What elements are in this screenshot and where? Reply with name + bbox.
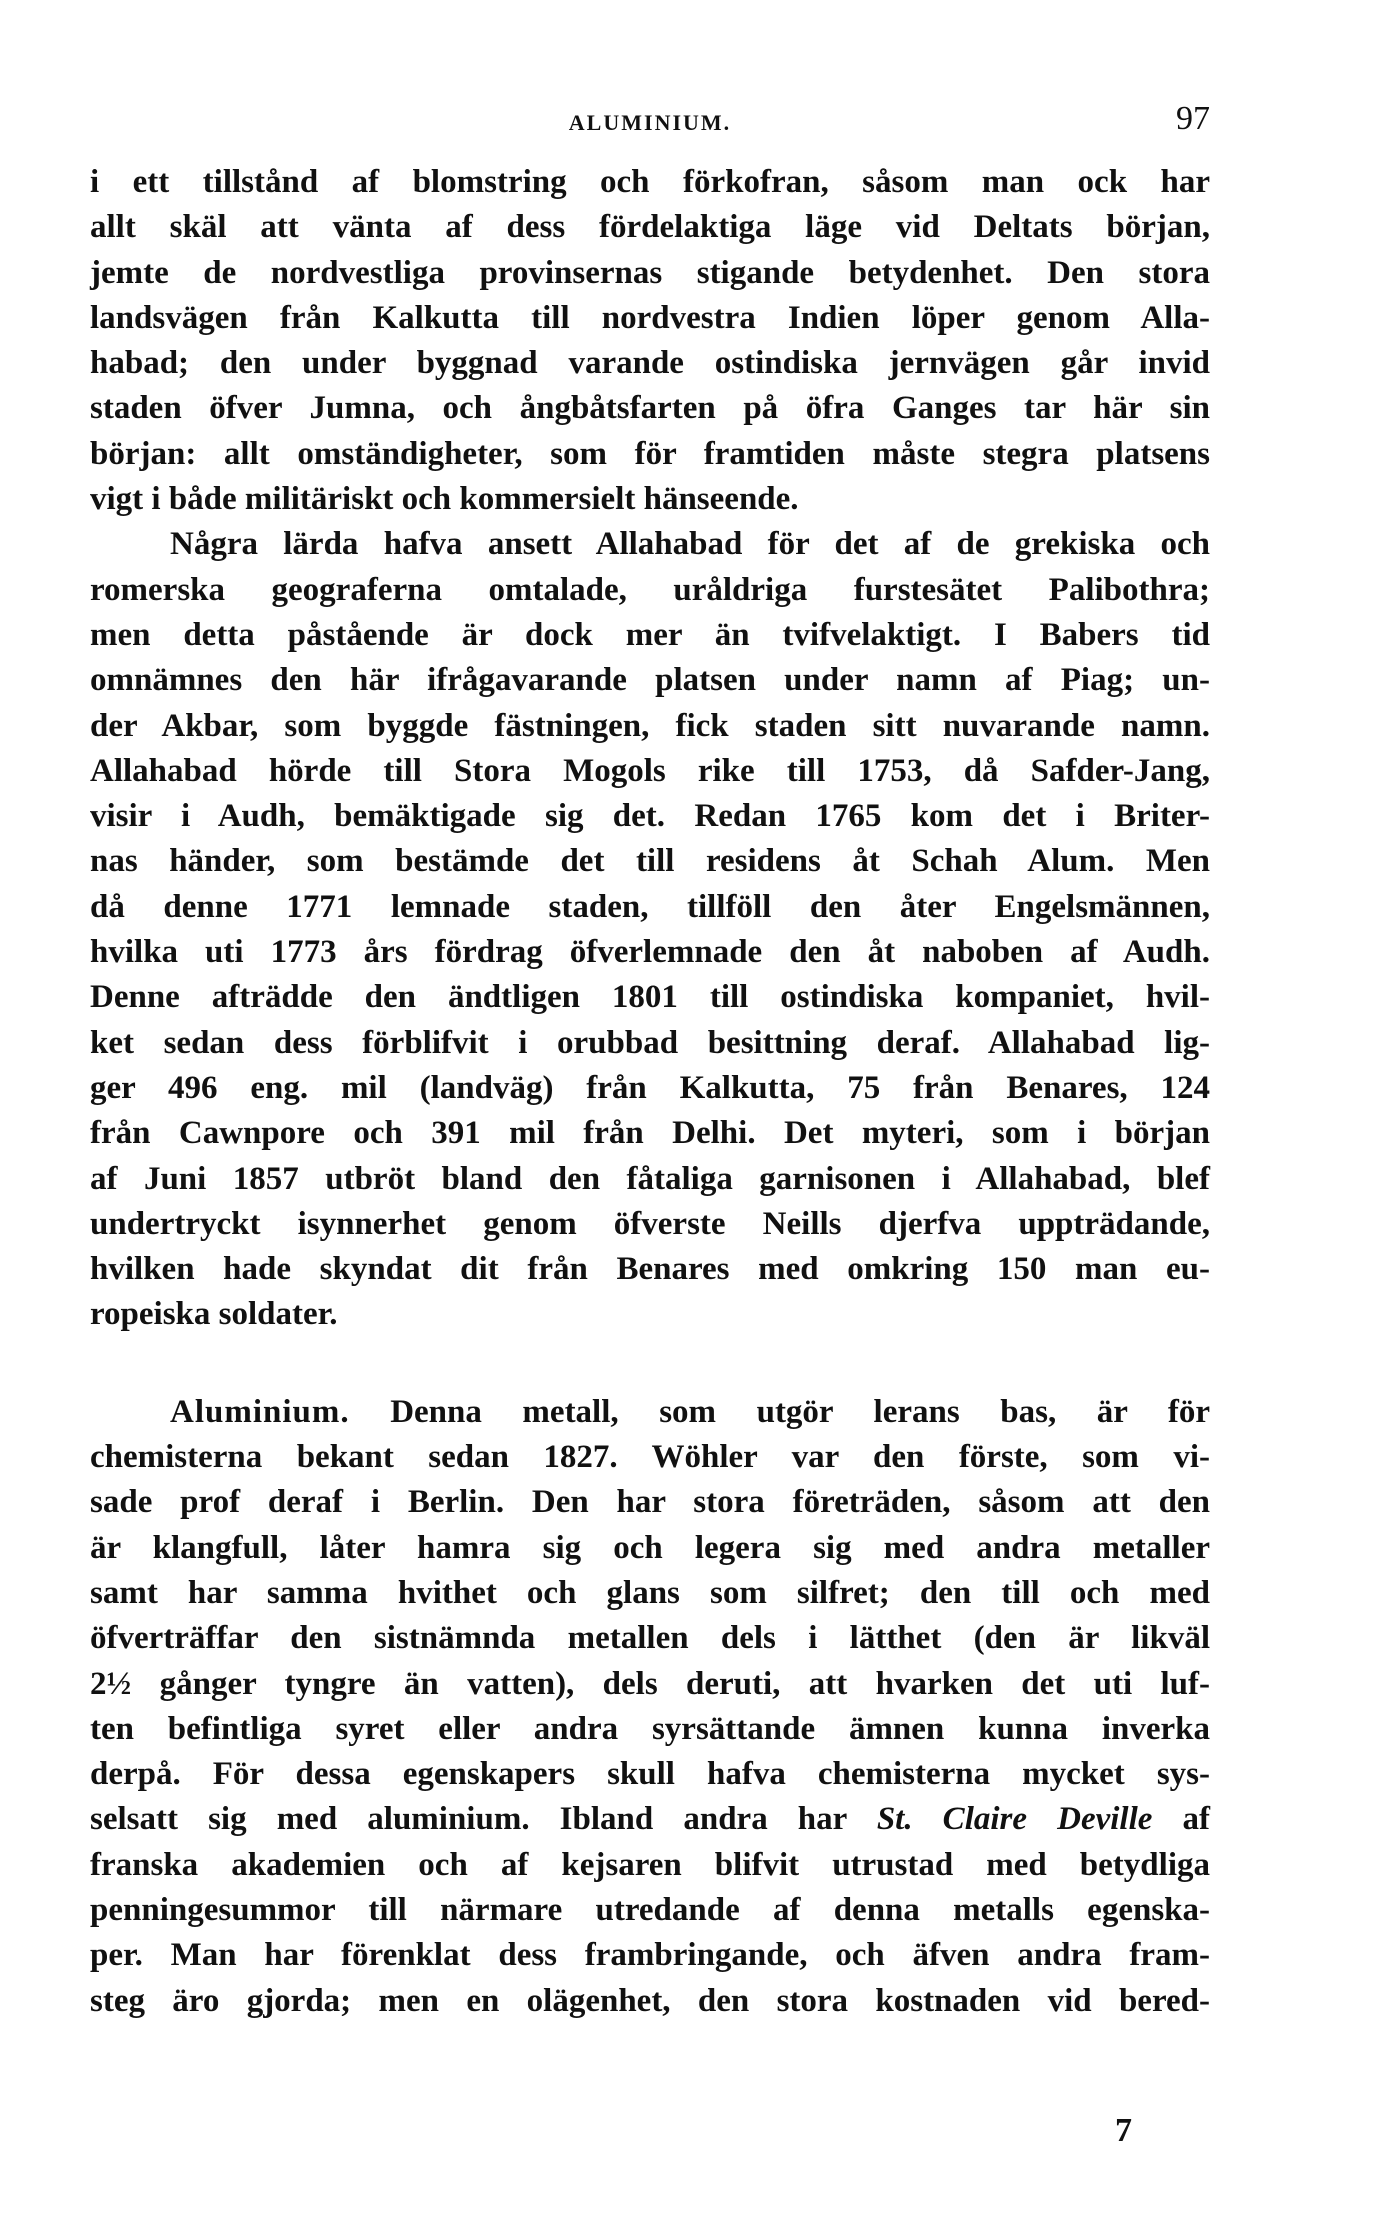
text-line: Några lärda hafva ansett Allahabad för det af de grekiska och xyxy=(170,526,1210,563)
text-line: landsvägen från Kalkutta till nordvestra Indien löper genom Alla- xyxy=(90,299,1210,336)
text-line: ger 496 eng. mil (landväg) från Kalkutta, 75 från Benares, 124 xyxy=(90,1069,1210,1106)
page-number: 97 xyxy=(1176,100,1210,137)
text-line: staden öfver Jumna, och ångbåtsfarten på öfra Ganges tar här sin xyxy=(90,390,1210,427)
text-line: ket sedan dess förblifvit i orubbad besittning deraf. Allahabad lig- xyxy=(90,1024,1210,1061)
text-line: allt skäl att vänta af dess fördelaktiga läge vid Deltats början, xyxy=(90,209,1210,246)
signature-mark: 7 xyxy=(1115,2112,1132,2149)
text-line: vigt i både militäriskt och kommersielt hänseende. xyxy=(90,481,799,518)
heading-line-text: Denna metall, som utgör lerans bas, är för xyxy=(390,1393,1210,1430)
paragraph-1 xyxy=(90,160,1210,522)
text-line: från Cawnpore och 391 mil från Delhi. Det myteri, som i början xyxy=(90,1115,1210,1152)
paragraph-aluminium xyxy=(90,1390,1210,2024)
text-line: öfverträffar den sistnämnda metallen dels i lätthet (den är likväl xyxy=(90,1620,1210,1657)
text-line: men detta påstående är dock mer än tvifvelaktigt. I Babers tid xyxy=(90,616,1210,653)
text-line: af Juni 1857 utbröt bland den fåtaliga garnisonen i Allahabad, blef xyxy=(90,1160,1210,1197)
text-line: ropeiska soldater. xyxy=(90,1296,338,1333)
text-line: penningesummor till närmare utredande af denna metalls egenska- xyxy=(90,1891,1210,1928)
text-line: per. Man har förenklat dess frambringande, och äfven andra fram- xyxy=(90,1937,1210,1974)
text-line: habad; den under byggnad varande ostindiska jernvägen går invid xyxy=(90,345,1210,382)
italic-person-name: St. Claire Deville xyxy=(876,1801,1153,1838)
running-head: ALUMINIUM. xyxy=(568,110,732,135)
text-line: Allahabad hörde till Stora Mogols rike till 1753, då Safder-Jang, xyxy=(90,752,1210,789)
line-text-after-name: af xyxy=(1182,1801,1211,1838)
text-line: romerska geograferna omtalade, uråldriga furstesätet Palibothra; xyxy=(90,571,1210,608)
text-line: nas händer, som bestämde det till residens åt Schah Alum. Men xyxy=(90,843,1210,880)
line-text-before-name: selsatt sig med aluminium. Ibland andra har xyxy=(90,1801,847,1838)
page-header xyxy=(90,100,1210,160)
text-line: sade prof deraf i Berlin. Den har stora företräden, såsom att den xyxy=(90,1484,1210,1521)
paragraph-2 xyxy=(90,522,1210,1337)
text-line: början: allt omständigheter, som för framtiden måste stegra platsens xyxy=(90,435,1210,472)
section-gap xyxy=(90,1338,1210,1390)
text-line: hvilken hade skyndat dit från Benares med omkring 150 man eu- xyxy=(90,1251,1210,1288)
text-line xyxy=(90,1390,1210,1435)
text-line: hvilka uti 1773 års fördrag öfverlemnade den åt naboben af Audh. xyxy=(90,934,1210,971)
text-line: då denne 1771 lemnade staden, tillföll den åter Engelsmännen, xyxy=(90,888,1210,925)
text-line: undertryckt isynnerhet genom öfverste Neills djerfva uppträdande, xyxy=(90,1205,1210,1242)
text-line: omnämnes den här ifrågavarande platsen under namn af Piag; un- xyxy=(90,662,1210,699)
text-line: visir i Audh, bemäktigade sig det. Redan 1765 kom det i Briter- xyxy=(90,798,1210,835)
article-heading: Aluminium. xyxy=(170,1393,350,1430)
text-line: steg äro gjorda; men en olägenhet, den stora kostnaden vid bered- xyxy=(90,1982,1210,2019)
text-line: Denne afträdde den ändtligen 1801 till ostindiska kompaniet, hvil- xyxy=(90,979,1210,1016)
text-line: i ett tillstånd af blomstring och förkofran, såsom man ock har xyxy=(90,164,1210,200)
text-line: jemte de nordvestliga provinsernas stigande betydenhet. Den stora xyxy=(90,254,1210,291)
text-line: derpå. För dessa egenskapers skull hafva chemisterna mycket sys- xyxy=(90,1756,1210,1793)
text-line: chemisterna bekant sedan 1827. Wöhler var den förste, som vi- xyxy=(90,1439,1210,1476)
book-page xyxy=(90,100,1210,2024)
text-line: samt har samma hvithet och glans som silfret; den till och med xyxy=(90,1574,1210,1611)
text-line xyxy=(90,1797,1210,1842)
text-line: der Akbar, som byggde fästningen, fick staden sitt nuvarande namn. xyxy=(90,707,1210,744)
text-line: är klangfull, låter hamra sig och legera sig med andra metaller xyxy=(90,1529,1210,1566)
text-line: franska akademien och af kejsaren blifvit utrustad med betydliga xyxy=(90,1846,1210,1883)
text-line: 2½ gånger tyngre än vatten), dels deruti, att hvarken det uti luf- xyxy=(90,1665,1210,1702)
text-line: ten befintliga syret eller andra syrsättande ämnen kunna inverka xyxy=(90,1710,1210,1747)
